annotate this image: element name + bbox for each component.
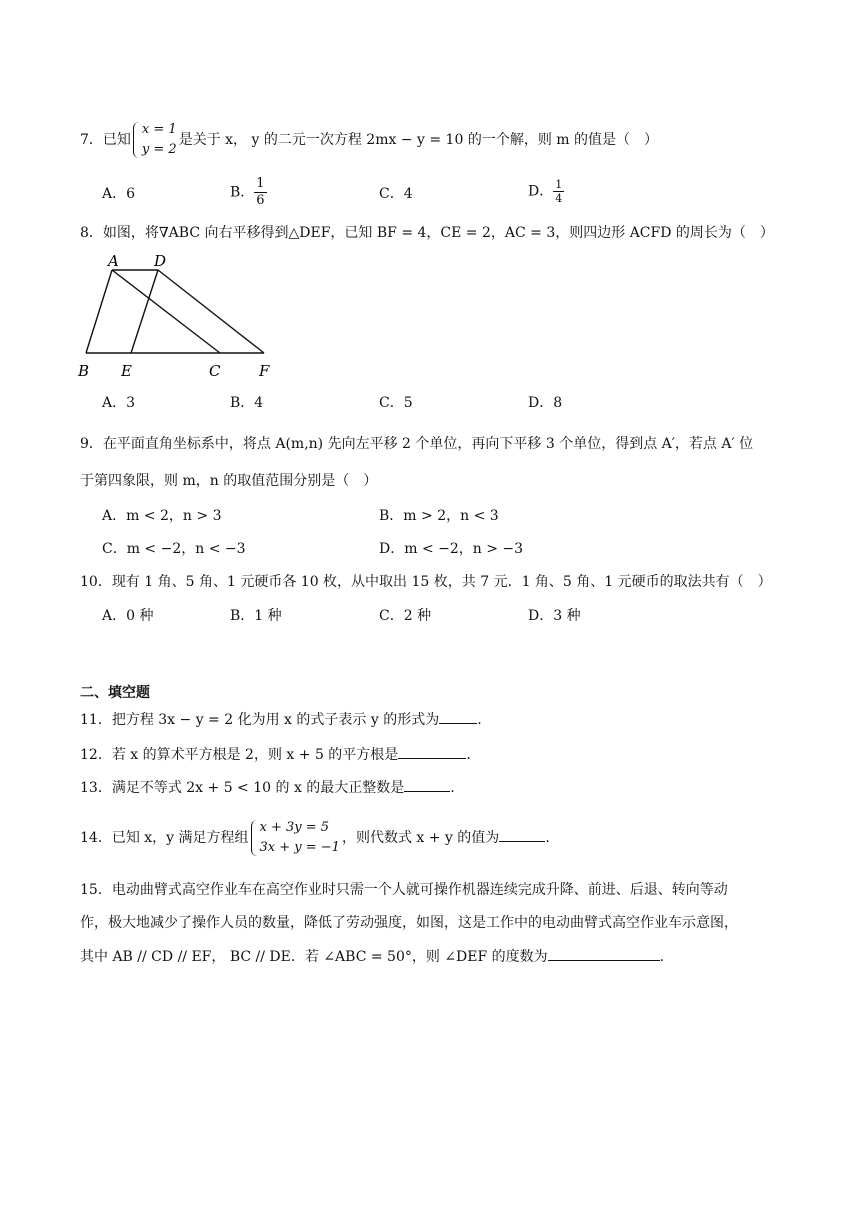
question-14-pre: 14．已知 x，y 满足方程组: [80, 830, 249, 846]
q7-option-b-label: B．: [230, 184, 255, 201]
q7-option-d-label: D．: [528, 183, 554, 200]
equation-system: [251, 818, 340, 858]
question-7-text: 是关于 x， y 的二元一次方程 2mx − y = 10 的一个解，则 m 的值是（ ）: [178, 132, 658, 148]
q9-option-c[interactable]: C．m < −2，n < −3: [102, 541, 246, 557]
question-7: [80, 120, 658, 160]
label-a: A: [108, 252, 119, 270]
q9-option-a[interactable]: A．m < 2，n > 3: [102, 508, 222, 524]
question-11-text: 11．把方程 3x − y = 2 化为用 x 的式子表示 y 的形式为: [80, 712, 440, 728]
question-10: 10．现有 1 角、5 角、1 元硬币各 10 枚，从中取出 15 枚，共 7 元．1 角、5 角、1 元硬币的取法共有（ ）: [80, 574, 772, 590]
answer-blank[interactable]: [548, 946, 660, 961]
fraction-numerator: 1: [256, 176, 265, 191]
question-15-line-2: 作，极大地减少了操作人员的数量，降低了劳动强度，如图，这是工作中的电动曲臂式高空作业车示意图，: [80, 915, 738, 931]
segment-ab: [86, 270, 112, 353]
label-c: C: [209, 362, 221, 380]
question-14-post: ，则代数式 x + y 的值为: [341, 830, 500, 846]
question-12-text: 12．若 x 的算术平方根是 2，则 x + 5 的平方根是: [80, 747, 399, 763]
system-row-2: y = 2: [141, 142, 177, 157]
translation-figure: [70, 250, 300, 385]
q7-option-a[interactable]: A．6: [102, 186, 136, 202]
period: .: [450, 780, 455, 796]
q7-option-c[interactable]: C．4: [379, 186, 413, 202]
period: .: [477, 712, 482, 728]
question-15-text: 其中 AB // CD // EF， BC // DE．若 ∠ABC = 50°，则 ∠DEF 的度数为: [80, 949, 548, 965]
fraction-denominator: 6: [256, 193, 265, 208]
question-9-line-1: 9．在平面直角坐标系中，将点 A(m,n) 先向左平移 2 个单位，再向下平移 3 个单位，得到点 A′，若点 A′ 位: [80, 436, 754, 452]
answer-blank[interactable]: [398, 744, 466, 759]
q8-option-a[interactable]: A．3: [102, 395, 136, 411]
question-15-line-1: 15．电动曲臂式高空作业车在高空作业时只需一个人就可操作机器连续完成升降、前进、后退、转向等动: [80, 882, 728, 898]
answer-blank[interactable]: [439, 709, 477, 724]
period: .: [659, 949, 665, 965]
system-row-1: x = 1: [141, 122, 177, 137]
question-15-line-3: [80, 946, 664, 967]
period: .: [545, 830, 550, 846]
q8-option-b[interactable]: B．4: [230, 395, 264, 411]
question-7-pre: 已知: [102, 132, 131, 148]
label-d: D: [154, 252, 167, 270]
section-title-fill-in: 二、填空题: [80, 685, 150, 701]
q10-option-d[interactable]: D．3 种: [528, 608, 581, 624]
question-8: 8．如图，将∇ABC 向右平移得到△DEF，已知 BF = 4，CE = 2，AC = 3，则四边形 ACFD 的周长为（ ）: [80, 225, 774, 241]
equation-system: [133, 120, 177, 160]
question-9-line-2: 于第四象限，则 m，n 的取值范围分别是（ ）: [80, 473, 378, 489]
segment-df: [158, 270, 264, 353]
q9-option-d[interactable]: D．m < −2，n > −3: [379, 541, 524, 557]
q10-option-b[interactable]: B．1 种: [230, 608, 282, 624]
segment-ac: [112, 270, 220, 353]
fraction-numerator: 1: [555, 178, 563, 191]
question-11: [80, 709, 482, 730]
question-7-number: 7．: [80, 132, 103, 148]
segment-de: [131, 270, 158, 353]
label-f: F: [259, 362, 270, 380]
q10-option-c[interactable]: C．2 种: [379, 608, 432, 624]
system-row-1: x + 3y = 5: [259, 820, 330, 835]
label-e: E: [121, 362, 132, 380]
fraction-denominator: 4: [555, 192, 563, 205]
q8-option-c[interactable]: C．5: [379, 395, 413, 411]
question-12: [80, 744, 471, 765]
q10-option-a[interactable]: A．0 种: [102, 608, 154, 624]
fraction: [553, 178, 564, 205]
q9-option-b[interactable]: B．m > 2，n < 3: [379, 508, 499, 524]
label-b: B: [78, 362, 90, 380]
q7-option-d[interactable]: [528, 178, 564, 205]
answer-blank[interactable]: [499, 827, 545, 842]
question-13-text: 13．满足不等式 2x + 5 < 10 的 x 的最大正整数是: [80, 780, 405, 796]
system-row-2: 3x + y = −1: [259, 840, 340, 855]
question-13: [80, 777, 455, 798]
answer-blank[interactable]: [404, 777, 450, 792]
question-14: [80, 816, 550, 860]
q7-option-b[interactable]: [230, 176, 267, 209]
q8-option-d[interactable]: D．8: [528, 395, 563, 411]
fraction: [254, 176, 266, 209]
period: .: [466, 747, 471, 763]
